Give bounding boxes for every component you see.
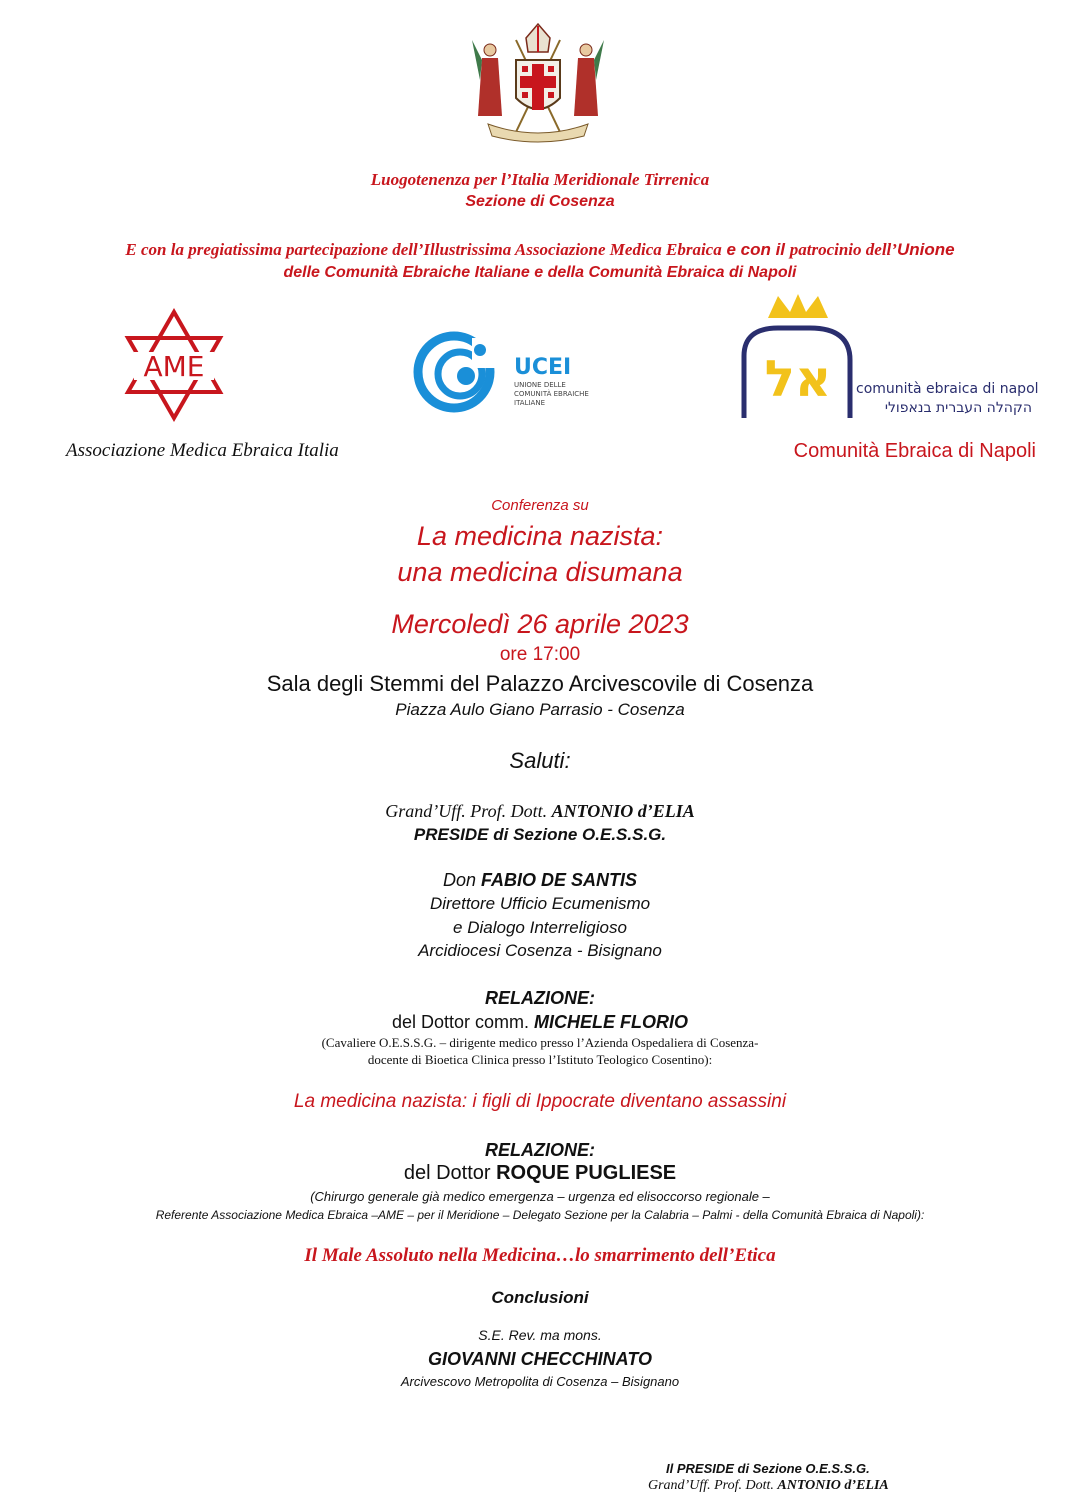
greeting-2-role-1: Direttore Ufficio Ecumenismo [429, 894, 651, 913]
participation-part-c: patrocinio dell’ [789, 240, 897, 259]
signature-line-2 [648, 1478, 889, 1494]
saluti-heading-text: Saluti [509, 748, 565, 773]
header-line-1: Luogotenenza per l’Italia Meridionale Tirrenica [370, 170, 710, 189]
conclusioni-name: GIOVANNI CHECCHINATO [427, 1349, 652, 1369]
conclusioni-title: S.E. Rev. ma mons. [478, 1327, 602, 1343]
relazione-2-note-1: (Chirurgo generale già medico emergenza – urgenza ed elisoccorso regionale – [310, 1189, 770, 1204]
saluti-heading [0, 748, 1080, 774]
ucei-sub-1: UNIONE DELLE [514, 381, 566, 389]
signature-line-1: Il PRESIDE di Sezione O.E.S.S.G. [666, 1461, 870, 1476]
order-coat-of-arms [468, 20, 608, 144]
relazione-1-heading: RELAZIONE: [485, 988, 595, 1008]
greeting-1-name: ANTONIO d’ELIA [551, 801, 695, 821]
napoli-logo-text-2: הקהלה העברית בנאפולי [884, 400, 1032, 416]
ame-logo-text: AME [143, 350, 205, 383]
greeting-2-name: FABIO DE SANTIS [481, 870, 638, 890]
relazione-2-speaker-name: ROQUE PUGLIESE [496, 1162, 677, 1184]
header-line-2: Sezione di Cosenza [465, 193, 615, 210]
relazione-2-speaker [0, 1162, 1080, 1185]
ucei-sub-2: COMUNITÀ EBRAICHE [514, 390, 589, 398]
relazione-1-note-1: (Cavaliere O.E.S.S.G. – dirigente medico presso l’Azienda Ospedaliera di Cosenza- [321, 1035, 759, 1050]
ucei-sub-3: ITALIANE [514, 399, 545, 407]
ucei-logo-text: UCEI [514, 355, 572, 380]
signature-name: ANTONIO d’ELIA [777, 1478, 889, 1493]
conclusioni-role: Arcivescovo Metropolita di Cosenza – Bisignano [400, 1374, 680, 1389]
event-time: ore 17:00 [499, 644, 581, 665]
greeting-1-role [0, 825, 1080, 845]
conference-intro: Conferenza su [491, 497, 589, 514]
ame-caption: Associazione Medica Ebraica Italia [66, 440, 339, 461]
napoli-community-logo [738, 288, 1038, 420]
ame-logo [122, 308, 226, 422]
relazione-1-speaker-prefix: del Dottor comm. [391, 1012, 535, 1032]
relazione-2-heading: RELAZIONE: [485, 1140, 595, 1160]
relazione-2-note-2: Referente Associazione Medica Ebraica –AME – per il Meridione – Delegato Sezione per la Calabria – Palmi - della Comunità Ebraica di Napoli): [155, 1208, 925, 1222]
relazione-1-speaker-name: MICHELE FLORIO [534, 1012, 689, 1032]
participation-line-2: delle Comunità Ebraiche Italiane e della Comunità Ebraica di Napoli [283, 264, 797, 281]
participation-part-d: Unione [896, 240, 955, 259]
greeting-1-prefix: Grand’Uff. Prof. Dott. [385, 801, 552, 821]
participation-part-b: e con il [721, 240, 790, 259]
relazione-1-speaker [0, 1012, 1080, 1033]
relazione-1-topic: La medicina nazista: i figli di Ippocrate diventano assassini [293, 1091, 787, 1112]
conference-title-line-2: una medicina disumana [397, 557, 683, 587]
conference-title-line-1: La medicina nazista: [416, 521, 664, 551]
relazione-1-note-2: docente di Bioetica Clinica presso l’Istituto Teologico Cosentino): [367, 1052, 713, 1067]
participation-part-a: E con la pregiatissima partecipazione dell’Illustrissima Associazione Medica Ebraica [125, 240, 722, 259]
greeting-1-name-line [0, 801, 1080, 822]
greeting-2-role-3: Arcidiocesi Cosenza - Bisignano [418, 941, 662, 960]
greeting-2-name-line [0, 870, 1080, 891]
greeting-2-prefix: Don [442, 870, 481, 890]
relazione-2-speaker-prefix: del Dottor [403, 1162, 497, 1184]
napoli-caption: Comunità Ebraica di Napoli [793, 440, 1036, 462]
crown-icon [768, 294, 828, 318]
greeting-2-role-2: e Dialogo Interreligioso [453, 918, 627, 937]
napoli-logo-text-1: comunità ebraica di napoli [856, 381, 1038, 397]
participation-line-1 [0, 240, 1080, 260]
signature-prefix: Grand’Uff. Prof. Dott. [648, 1478, 778, 1493]
napoli-hebrew-letters: אל [764, 350, 832, 408]
greeting-1-role-b: di Sezione O.E.S.S.G. [488, 825, 667, 844]
greeting-1-role-a: PRESIDE [413, 825, 489, 844]
relazione-2-topic: Il Male Assoluto nella Medicina…lo smarrimento dell’Etica [304, 1245, 776, 1266]
event-address: Piazza Aulo Giano Parrasio - Cosenza [395, 700, 685, 719]
event-date: Mercoledì 26 aprile 2023 [391, 609, 689, 639]
event-venue: Sala degli Stemmi del Palazzo Arcivescovile di Cosenza [266, 671, 814, 696]
conclusioni-heading: Conclusioni [491, 1288, 589, 1307]
saluti-colon: : [564, 748, 571, 773]
ucei-logo [412, 330, 612, 420]
